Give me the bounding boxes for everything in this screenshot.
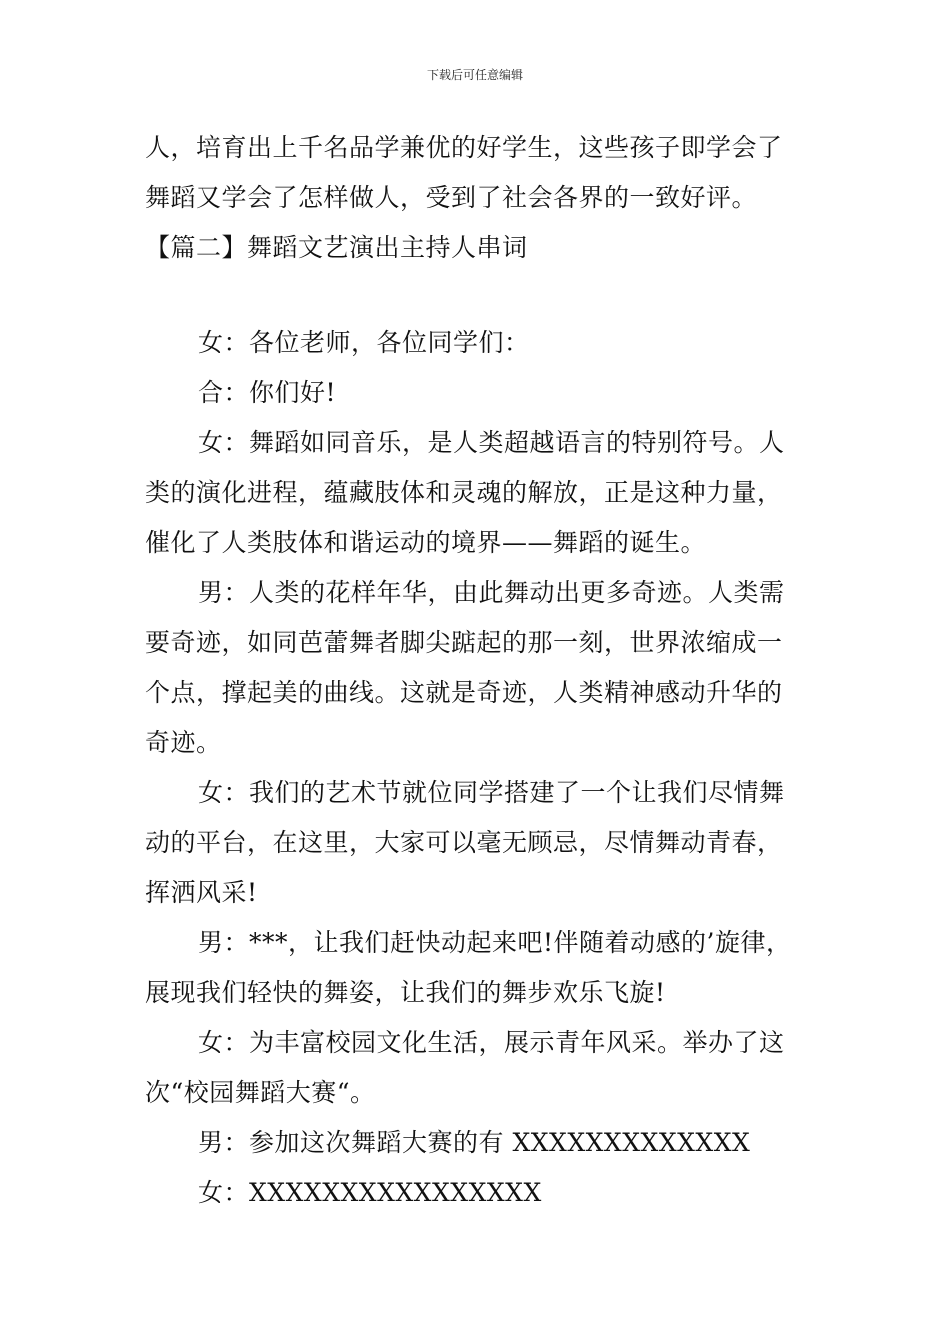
blank-spacer (145, 273, 825, 318)
paragraph-line: 动的平台，在这里，大家可以毫无顾忌，尽情舞动青春， (145, 828, 783, 857)
paragraph-line: 女：XXXXXXXXXXXXXXXX (198, 1178, 542, 1207)
header-note: 下载后可任意编辑 (426, 68, 523, 82)
paragraph-line: 男：人类的花样年华，由此舞动出更多奇迹。人类需 (198, 578, 785, 607)
section-heading: 【篇二】舞蹈文艺演出主持人串词 (145, 233, 528, 262)
paragraph-line: 奇迹。 (145, 728, 222, 757)
paragraph-line: 展现我们轻快的舞姿，让我们的舞步欢乐飞旋! (145, 978, 666, 1007)
paragraph-line: 男：参加这次舞蹈大赛的有 XXXXXXXXXXXXX (198, 1128, 751, 1157)
paragraph-line: 女：我们的艺术节就位同学搭建了一个让我们尽情舞 (198, 778, 785, 807)
paragraph-line: 人，培育出上千名品学兼优的好学生，这些孩子即学会了 (145, 133, 783, 162)
paragraph-line: 挥洒风采! (145, 878, 258, 907)
paragraph-line: 催化了人类肢体和谐运动的境界——舞蹈的诞生。 (145, 528, 707, 557)
paragraph-line: 要奇迹，如同芭蕾舞者脚尖踮起的那一刻，世界浓缩成一 (145, 628, 783, 657)
document-body (145, 123, 825, 1218)
paragraph-line: 女：舞蹈如同音乐，是人类超越语言的特别符号。人 (198, 428, 785, 457)
paragraph-line: 个点，撑起美的曲线。这就是奇迹，人类精神感动升华的 (145, 678, 783, 707)
paragraph-line: 合：你们好! (198, 378, 337, 407)
paragraph-line: 女：为丰富校园文化生活，展示青年风采。举办了这 (198, 1028, 785, 1057)
paragraph-line: 类的演化进程，蕴藏肢体和灵魂的解放，正是这种力量， (145, 478, 783, 507)
paragraph-line: 男：***，让我们赶快动起来吧!伴随着动感的’旋律， (198, 928, 792, 957)
paragraph-line: 舞蹈又学会了怎样做人，受到了社会各界的一致好评。 (145, 183, 758, 212)
paragraph-line: 女：各位老师，各位同学们： (198, 328, 530, 357)
paragraph-line: 次“校园舞蹈大赛“。 (145, 1078, 376, 1107)
